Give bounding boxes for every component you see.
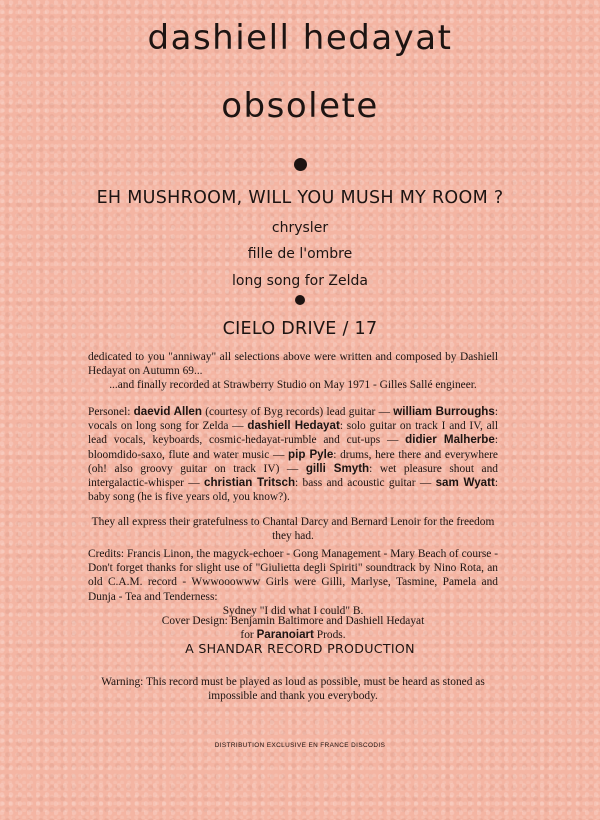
musician-role: (courtesy of Byg records) lead guitar — — [201, 406, 394, 418]
track-title: fille de l'ombre — [247, 246, 353, 262]
dedication-line: ...and finally recorded at Strawberry Studio on May 1971 - Gilles Sallé engineer. — [109, 379, 477, 392]
musician-role: : bloomdido-saxo, flute and water music — — [88, 434, 498, 461]
album-title: obsolete — [221, 86, 379, 126]
cover-design-credit — [88, 614, 498, 642]
cover-design-line: Cover Design: Benjamin Baltimore and Dashiell Hedayat — [161, 615, 425, 627]
track-title: chrysler — [271, 220, 329, 236]
musician-role: : wet pleasure shout and intergalactic-whisper — — [88, 462, 498, 490]
artist-name: dashiell hedayat — [147, 18, 453, 58]
warning-paragraph: Warning: This record must be played as loud as possible, must be heard as stoned as impossible and thank you everybody. — [101, 676, 485, 703]
cover-prefix: for — [240, 629, 257, 642]
musician-role: : solo guitar on track I and IV, all lead vocals, keyboards, cosmic-hedayat-rumble and cut-ups — — [88, 420, 499, 447]
track-title: long song for Zelda — [232, 273, 368, 289]
musician-name: pip Pyle — [288, 447, 334, 461]
production-label: A SHANDAR RECORD PRODUCTION — [185, 641, 415, 656]
musician-name: christian Tritsch — [204, 476, 296, 490]
personel-paragraph — [88, 405, 498, 504]
personel-label: Personel: — [88, 406, 134, 418]
musician-role: : baby song (he is five years old, you know?). — [88, 477, 498, 504]
credits-last-line: Sydney "I did what I could" B. — [222, 604, 364, 617]
side-two-title: CIELO DRIVE / 17 — [222, 319, 378, 339]
musician-role: : bass and acoustic guitar — — [295, 477, 436, 490]
musician-name: didier Malherbe — [405, 433, 495, 447]
cover-suffix: Prods. — [313, 629, 346, 642]
bullet-dot-icon — [295, 295, 305, 305]
dedication-paragraph — [88, 350, 498, 393]
dedication-line: dedicated to you "anniway" all selections above were written and composed by Dashiell Hedayat on Autumn 69... — [88, 351, 498, 378]
bullet-dot-icon — [294, 158, 307, 171]
side-one-title: EH MUSHROOM, WILL YOU MUSH MY ROOM ? — [96, 188, 504, 208]
credits-text: Credits: Francis Linon, the magyck-echoer - Gong Management - Mary Beach of course - Don't forget thanks for slight use of "Giulietta degli Spiriti" soundtrack by Nino Rota, an old C.A.M. record - Wwwooowww Girls were Gilli, Marlyse, Tasmine, Pamela and Dunja - Tea and Tenderness: — [88, 548, 498, 603]
musician-name: gilli Smyth — [305, 461, 370, 475]
musician-name: sam Wyatt — [435, 476, 495, 490]
musician-name: dashiell Hedayat — [247, 419, 340, 433]
musician-name: william Burroughs — [393, 405, 495, 418]
musician-name: daevid Allen — [133, 405, 202, 418]
production-company: Paranoiart — [256, 628, 314, 642]
thanks-paragraph: They all express their gratefulness to Chantal Darcy and Bernard Lenoir for the freedom they had. — [91, 516, 495, 543]
musician-role: : drums, here there and everywhere (oh! also groovy guitar on track IV) — — [88, 448, 498, 475]
musician-role: : vocals on long song for Zelda — — [88, 406, 498, 433]
credits-paragraph — [88, 547, 498, 618]
distribution-notice: DISTRIBUTION EXCLUSIVE EN FRANCE DISCODIS — [214, 742, 386, 749]
